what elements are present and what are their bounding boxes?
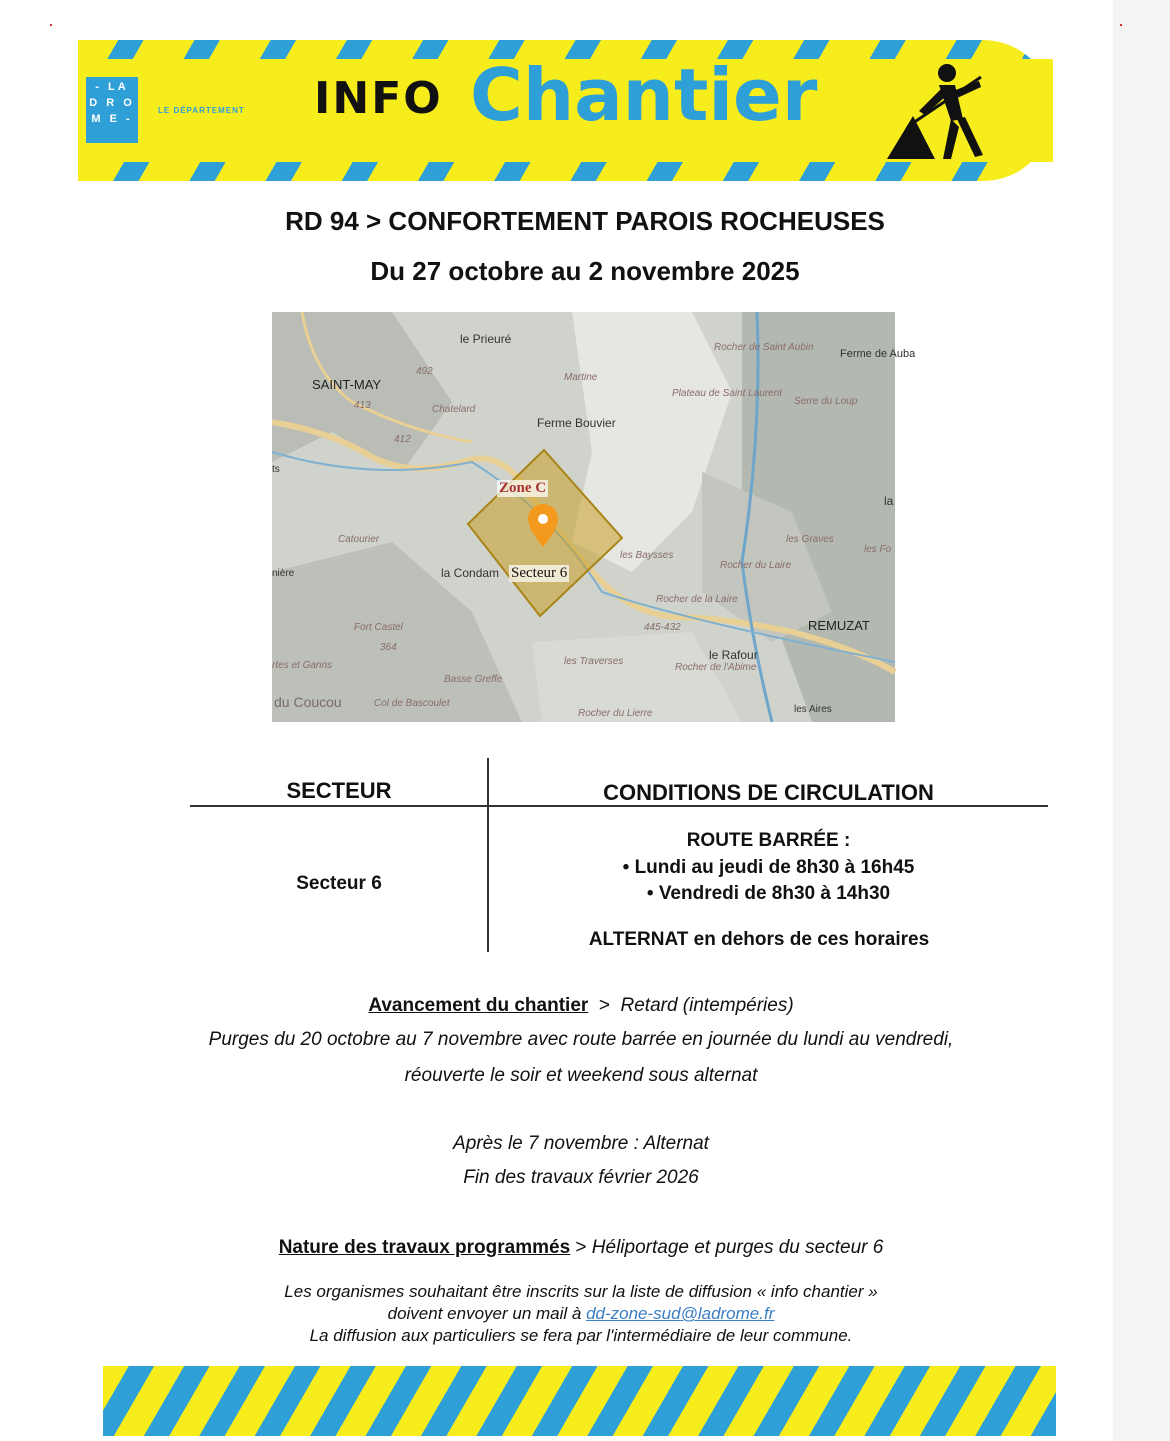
progress-line: réouverte le soir et weekend sous alternat	[404, 1065, 758, 1086]
map-label: nière	[272, 568, 295, 579]
works-label: Nature des travaux programmés	[278, 1237, 571, 1258]
works-value: Héliportage et purges du secteur 6	[591, 1237, 884, 1258]
footer-stripe	[103, 1366, 1056, 1436]
map-label: 492	[416, 366, 433, 377]
map-label: Fort Castel	[354, 622, 403, 633]
zone-label: Zone C	[499, 480, 547, 496]
map-label: Catourier	[338, 534, 380, 545]
sector-cell: Secteur 6	[296, 873, 382, 894]
map-label: 413	[354, 400, 371, 411]
map-label: Col de Bascoulet	[374, 698, 450, 709]
scan-dot	[1120, 24, 1122, 26]
map-label: les Fo	[864, 544, 892, 555]
page-title: RD 94 > CONFORTEMENT PAROIS ROCHEUSES	[285, 206, 885, 236]
map-label: Chatelard	[432, 404, 476, 415]
map-label: ts	[272, 464, 280, 475]
map-label: 364	[380, 642, 397, 653]
construction-worker-icon	[883, 61, 988, 161]
map-label: les Traverses	[564, 656, 624, 667]
progress-heading: Avancement du chantier > Retard (intempéries)	[368, 995, 794, 1016]
map-label: Rocher de l'Abime	[675, 662, 757, 673]
map-label: REMUZAT	[808, 618, 870, 633]
logo-line: M E -	[91, 113, 133, 125]
schedule-item: • Vendredi de 8h30 à 14h30	[489, 881, 1048, 907]
banner-yellow-band	[78, 53, 1053, 162]
map-label: Rocher de Saint Aubin	[714, 342, 814, 353]
progress-label: Avancement du chantier	[368, 995, 589, 1016]
sector-label: Secteur 6	[511, 565, 568, 581]
map-label: SAINT-MAY	[312, 377, 382, 392]
logo-line: D R O	[89, 97, 135, 109]
after-date-note: Après le 7 novembre : Alternat	[453, 1133, 709, 1154]
map-label: les Baysses	[620, 550, 674, 561]
progress-status: Retard (intempéries)	[620, 995, 794, 1016]
map-label: la	[884, 494, 894, 508]
la-drome-logo	[86, 77, 138, 143]
mailing-note-line: La diffusion aux particuliers se fera par l'intermédiaire de leur commune.	[309, 1326, 853, 1345]
map-label: Plateau de Saint Laurent	[672, 388, 783, 399]
column-header-secteur: SECTEUR	[286, 778, 392, 803]
department-label: LE DÉPARTEMENT	[158, 106, 245, 115]
map-label: Ferme de Auba	[840, 348, 916, 360]
map-label: les Graves	[786, 534, 834, 545]
date-range: Du 27 octobre au 2 novembre 2025	[370, 256, 800, 286]
chantier-word: Chantier	[470, 53, 818, 137]
map-label: la Condam	[441, 566, 500, 580]
map-label: 412	[394, 434, 411, 445]
alternat-note: ALTERNAT en dehors de ces horaires	[588, 929, 930, 950]
contact-email-link[interactable]: dd-zone-sud@ladrome.fr	[586, 1304, 775, 1323]
route-barree-heading: ROUTE BARRÉE :	[686, 830, 851, 851]
map-label: les Aires	[794, 704, 832, 715]
closure-schedule	[489, 855, 1048, 907]
map-label: Basse Greffe	[444, 674, 503, 685]
works-heading: Nature des travaux programmés > Héliportage et purges du secteur 6	[278, 1237, 884, 1258]
progress-line: Purges du 20 octobre au 7 novembre avec route barrée en journée du lundi au vendredi,	[208, 1029, 954, 1050]
info-word: INFO	[314, 73, 443, 124]
map-label: Martine	[564, 372, 598, 383]
map-label: rtes et Ganns	[272, 660, 333, 671]
mailing-note-line: doivent envoyer un mail à dd-zone-sud@ladrome.fr	[387, 1304, 775, 1323]
map-label: Rocher de la Laire	[656, 594, 738, 605]
map-label: Rocher du Lierre	[578, 708, 653, 719]
map-label: du Coucou	[274, 694, 342, 710]
column-header-conditions: CONDITIONS DE CIRCULATION	[603, 780, 934, 805]
map-label: Rocher du Laire	[720, 560, 792, 571]
mailing-note-line: Les organismes souhaitant être inscrits sur la liste de diffusion « info chantier »	[284, 1282, 878, 1301]
schedule-item: • Lundi au jeudi de 8h30 à 16h45	[489, 855, 1048, 881]
map-label: le Rafour	[709, 648, 758, 662]
map-label: le Prieuré	[460, 332, 512, 346]
end-of-works-note: Fin des travaux février 2026	[463, 1167, 699, 1188]
map-label: Ferme Bouvier	[537, 416, 616, 430]
info-chantier-banner	[78, 40, 1053, 181]
map-label: 445-432	[644, 622, 681, 633]
site-map	[272, 312, 916, 722]
scan-dot	[50, 24, 52, 26]
map-label: Serre du Loup	[794, 396, 858, 407]
logo-line: - LA	[95, 81, 129, 93]
